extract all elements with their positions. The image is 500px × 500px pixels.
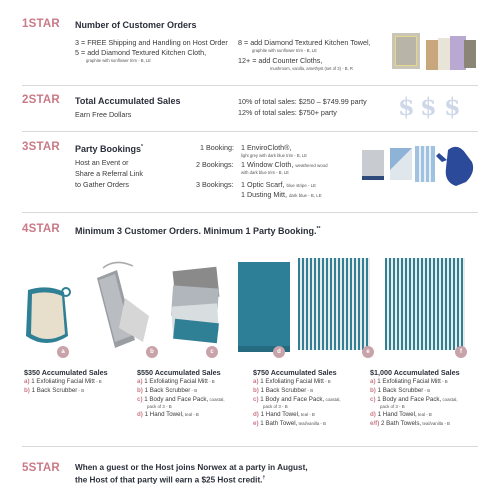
star-4-label: 4STAR	[22, 223, 60, 235]
divider-3	[22, 212, 478, 213]
list-item: d) 1 Hand Towel, teal - B	[370, 411, 432, 418]
star-5-label: 5STAR	[22, 462, 60, 474]
s3-left-line: Host an Event or	[75, 158, 129, 167]
tier-350-title: $350 Accumulated Sales	[24, 368, 108, 377]
s2-sub: Earn Free Dollars	[75, 110, 132, 119]
bath-towel-image	[298, 258, 370, 350]
body-face-pack-image	[164, 265, 232, 350]
list-item: b) 1 Back Scrubber - B	[253, 387, 314, 394]
dollar-icon: $	[420, 92, 437, 121]
s2-title: Total Accumulated Sales	[75, 96, 181, 106]
s3-booking3-item2: 1 Dusting Mitt, dark blue - B, LE	[241, 190, 322, 199]
s3-title: Party Bookings*	[75, 144, 143, 154]
badge-b: b	[146, 346, 158, 358]
s1-right-line2: 12+ = add Counter Cloths,	[238, 56, 323, 65]
dollar-icon: $	[444, 92, 461, 121]
back-scrubber-image	[85, 258, 160, 353]
s1-right-line1: 8 = add Diamond Textured Kitchen Towel,	[238, 38, 371, 47]
list-item: d) 1 Hand Towel, teal - B	[137, 411, 199, 418]
s1-right-sub1: graphite with sunflower trim - B, LE	[252, 48, 317, 53]
list-item: a) 1 Exfoliating Facial Mitt - B	[253, 378, 331, 385]
s1-left-line2: 5 = add Diamond Textured Kitchen Cloth,	[75, 48, 207, 57]
s4-title: Minimum 3 Customer Orders. Minimum 1 Party Booking.**	[75, 226, 321, 236]
list-item: a) 1 Exfoliating Facial Mitt - B	[137, 378, 215, 385]
s3-booking2-item: 1 Window Cloth, weathered wood	[241, 160, 328, 169]
s5-line1: When a guest or the Host joins Norwex at a party in August,	[75, 463, 308, 472]
s3-booking1-sub: light grey with dark blue trim - B, LE	[241, 153, 308, 158]
s1-title: Number of Customer Orders	[75, 20, 197, 30]
list-item: d) 1 Hand Towel, teal - B	[253, 411, 315, 418]
s1-right-sub2: mushroom, vanilla, amethyst (set of 3) - B, R	[270, 66, 353, 71]
star-2-label: 2STAR	[22, 94, 60, 106]
booking-products-image	[360, 140, 485, 192]
s1-left-line1: 3 = FREE Shipping and Handling on Host Order	[75, 38, 228, 47]
list-item: pack of 3 - B	[147, 404, 172, 409]
s2-right-line1: 10% of total sales: $250 – $749.99 party	[238, 97, 367, 106]
s3-booking3-item1: 1 Optic Scarf, blue stripe - LE	[241, 180, 317, 189]
s1-left-sub2: graphite with sunflower trim - B, LE	[86, 58, 151, 63]
badge-a: a	[57, 346, 69, 358]
badge-c: c	[206, 346, 218, 358]
tier-550-title: $550 Accumulated Sales	[137, 368, 221, 377]
list-item: a) 1 Exfoliating Facial Mitt - B	[370, 378, 448, 385]
list-item: c) 1 Body and Face Pack, coastal,	[137, 396, 225, 403]
star-3-label: 3STAR	[22, 141, 60, 153]
s2-right-line2: 12% of total sales: $750+ party	[238, 108, 337, 117]
s3-left-line: to Gather Orders	[75, 180, 129, 189]
list-item: b) 1 Back Scrubber - B	[137, 387, 198, 394]
hand-towel-image	[238, 262, 290, 352]
s3-booking2-label: 2 Bookings:	[196, 160, 234, 169]
tier-1000-title: $1,000 Accumulated Sales	[370, 368, 460, 377]
list-item: c) 1 Body and Face Pack, coastal,	[253, 396, 341, 403]
s3-booking2-sub: with dark blue trim - B, LE	[241, 170, 289, 175]
s3-booking1-label: 1 Booking:	[200, 143, 234, 152]
list-item: e) 1 Bath Towel, teal/vanilla - B	[253, 420, 327, 427]
s3-booking3-label: 3 Bookings:	[196, 180, 234, 189]
badge-e: e	[362, 346, 374, 358]
badge-f: f	[455, 346, 467, 358]
tier-750-title: $750 Accumulated Sales	[253, 368, 337, 377]
divider-4	[22, 446, 478, 447]
dollar-icon: $	[398, 92, 415, 121]
list-item: e/f) 2 Bath Towels, teal/vanilla - B	[370, 420, 450, 427]
s5-line2: the Host of that party will earn a $25 Host credit.†	[75, 475, 266, 485]
list-item: b) 1 Back Scrubber - B	[370, 387, 431, 394]
list-item: b) 1 Back Scrubber - B	[24, 387, 85, 394]
badge-d: d	[273, 346, 285, 358]
s3-booking1-item: 1 EnviroCloth®,	[241, 143, 292, 152]
divider-1	[22, 85, 478, 86]
kitchen-cloth-image	[390, 30, 480, 75]
list-item: pack of 3 - B	[263, 404, 288, 409]
divider-2	[22, 131, 478, 132]
bath-towel-image	[385, 258, 465, 350]
star-1-label: 1STAR	[22, 18, 60, 30]
list-item: pack of 3 - B	[380, 404, 405, 409]
s3-left-line: Share a Referral Link	[75, 169, 143, 178]
facial-mitt-image	[20, 280, 75, 352]
list-item: c) 1 Body and Face Pack, coastal,	[370, 396, 458, 403]
list-item: a) 1 Exfoliating Facial Mitt - B	[24, 378, 102, 385]
